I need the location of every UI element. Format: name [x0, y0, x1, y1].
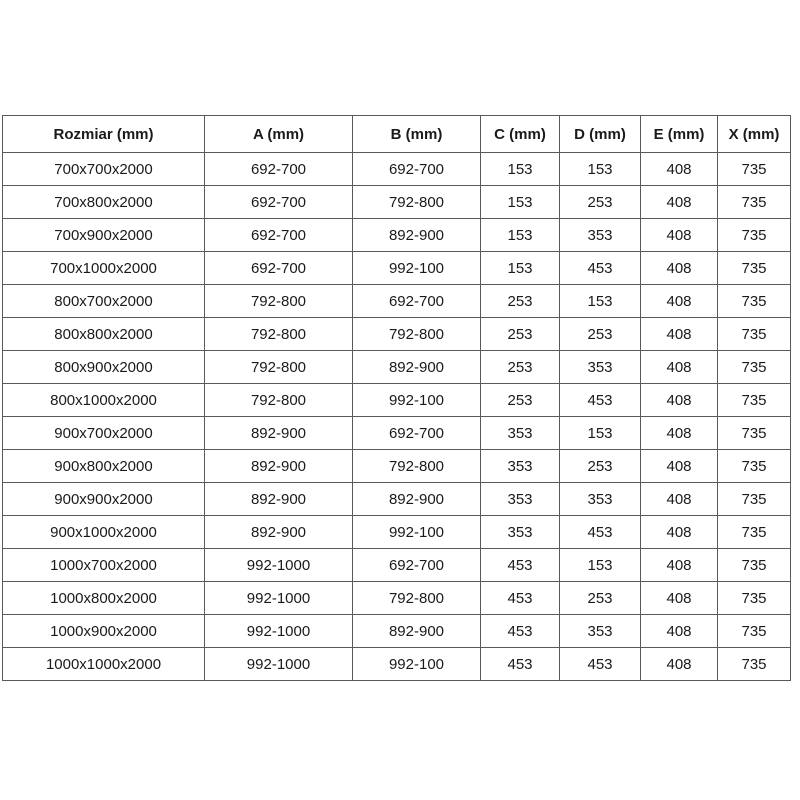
table-cell: 408: [641, 582, 718, 615]
table-cell: 735: [718, 615, 791, 648]
table-cell: 453: [560, 384, 641, 417]
table-cell: 735: [718, 384, 791, 417]
table-cell: 453: [560, 648, 641, 681]
table-cell: 700x800x2000: [3, 186, 205, 219]
table-cell: 408: [641, 186, 718, 219]
table-cell: 735: [718, 549, 791, 582]
table-cell: 153: [560, 153, 641, 186]
table-cell: 253: [560, 582, 641, 615]
table-cell: 792-800: [353, 450, 481, 483]
table-cell: 408: [641, 219, 718, 252]
table-cell: 700x700x2000: [3, 153, 205, 186]
table-cell: 792-800: [205, 384, 353, 417]
table-cell: 735: [718, 483, 791, 516]
table-cell: 408: [641, 252, 718, 285]
table-cell: 353: [560, 351, 641, 384]
table-cell: 408: [641, 615, 718, 648]
table-row: [3, 516, 791, 549]
table-cell: 892-900: [353, 483, 481, 516]
table-row: [3, 384, 791, 417]
table-cell: 153: [481, 186, 560, 219]
table-cell: 408: [641, 351, 718, 384]
table-header: [3, 116, 791, 153]
table-cell: 992-1000: [205, 615, 353, 648]
table-cell: 353: [560, 483, 641, 516]
table-cell: 792-800: [353, 186, 481, 219]
table-header-row: [3, 116, 791, 153]
table-cell: 1000x800x2000: [3, 582, 205, 615]
table-cell: 1000x700x2000: [3, 549, 205, 582]
column-header: B (mm): [353, 116, 481, 153]
table-cell: 353: [560, 615, 641, 648]
table-row: [3, 186, 791, 219]
table-cell: 408: [641, 549, 718, 582]
table-cell: 735: [718, 153, 791, 186]
table-row: [3, 252, 791, 285]
column-header: A (mm): [205, 116, 353, 153]
table-cell: 692-700: [353, 153, 481, 186]
table-cell: 253: [481, 318, 560, 351]
table-cell: 453: [560, 252, 641, 285]
table-cell: 453: [481, 549, 560, 582]
table-cell: 992-100: [353, 384, 481, 417]
table-cell: 353: [481, 516, 560, 549]
table-cell: 253: [481, 384, 560, 417]
table-cell: 353: [560, 219, 641, 252]
table-row: [3, 582, 791, 615]
table-cell: 692-700: [205, 186, 353, 219]
table-cell: 692-700: [353, 285, 481, 318]
table-cell: 692-700: [353, 549, 481, 582]
table-cell: 408: [641, 153, 718, 186]
table-row: [3, 285, 791, 318]
table-cell: 992-100: [353, 516, 481, 549]
table-cell: 800x700x2000: [3, 285, 205, 318]
table-cell: 992-100: [353, 648, 481, 681]
table-row: [3, 153, 791, 186]
table-cell: 735: [718, 252, 791, 285]
table-cell: 735: [718, 582, 791, 615]
table-cell: 408: [641, 450, 718, 483]
table-cell: 800x1000x2000: [3, 384, 205, 417]
column-header: X (mm): [718, 116, 791, 153]
table-cell: 253: [481, 285, 560, 318]
table-cell: 792-800: [205, 285, 353, 318]
table-cell: 992-1000: [205, 648, 353, 681]
table-row: [3, 615, 791, 648]
table-cell: 153: [481, 153, 560, 186]
column-header: D (mm): [560, 116, 641, 153]
table-cell: 992-100: [353, 252, 481, 285]
table-cell: 408: [641, 648, 718, 681]
table-cell: 253: [481, 351, 560, 384]
table-cell: 735: [718, 648, 791, 681]
table-body: [3, 153, 791, 681]
table-cell: 992-1000: [205, 582, 353, 615]
table-cell: 408: [641, 417, 718, 450]
table-cell: 735: [718, 417, 791, 450]
table-cell: 892-900: [205, 450, 353, 483]
table-cell: 692-700: [353, 417, 481, 450]
table-cell: 900x800x2000: [3, 450, 205, 483]
table-cell: 153: [560, 285, 641, 318]
table-cell: 792-800: [353, 318, 481, 351]
table-cell: 453: [481, 615, 560, 648]
table-cell: 892-900: [205, 417, 353, 450]
table-row: [3, 549, 791, 582]
table-cell: 892-900: [353, 219, 481, 252]
table-cell: 353: [481, 417, 560, 450]
table-row: [3, 417, 791, 450]
table-cell: 800x800x2000: [3, 318, 205, 351]
table-cell: 353: [481, 483, 560, 516]
column-header: E (mm): [641, 116, 718, 153]
table-cell: 892-900: [353, 615, 481, 648]
table-cell: 700x1000x2000: [3, 252, 205, 285]
table-cell: 1000x900x2000: [3, 615, 205, 648]
table-cell: 153: [560, 417, 641, 450]
table-cell: 892-900: [353, 351, 481, 384]
table-cell: 900x900x2000: [3, 483, 205, 516]
table-cell: 700x900x2000: [3, 219, 205, 252]
table-cell: 408: [641, 384, 718, 417]
table-cell: 153: [481, 252, 560, 285]
table-cell: 892-900: [205, 516, 353, 549]
table-cell: 353: [481, 450, 560, 483]
table-cell: 800x900x2000: [3, 351, 205, 384]
table-cell: 408: [641, 318, 718, 351]
table-row: [3, 219, 791, 252]
table-cell: 992-1000: [205, 549, 353, 582]
table-row: [3, 318, 791, 351]
table-cell: 735: [718, 285, 791, 318]
table-cell: 153: [560, 549, 641, 582]
table-cell: 892-900: [205, 483, 353, 516]
table-row: [3, 450, 791, 483]
table-cell: 253: [560, 318, 641, 351]
table-cell: 735: [718, 351, 791, 384]
table-cell: 253: [560, 186, 641, 219]
table-cell: 408: [641, 483, 718, 516]
table-cell: 1000x1000x2000: [3, 648, 205, 681]
table-cell: 408: [641, 516, 718, 549]
table-cell: 900x1000x2000: [3, 516, 205, 549]
table-cell: 735: [718, 186, 791, 219]
table-cell: 408: [641, 285, 718, 318]
table-cell: 692-700: [205, 153, 353, 186]
table-cell: 792-800: [205, 318, 353, 351]
table-cell: 453: [481, 648, 560, 681]
table-cell: 792-800: [353, 582, 481, 615]
table-cell: 692-700: [205, 219, 353, 252]
column-header: C (mm): [481, 116, 560, 153]
table-cell: 735: [718, 318, 791, 351]
table-cell: 692-700: [205, 252, 353, 285]
table-cell: 735: [718, 450, 791, 483]
table-row: [3, 351, 791, 384]
table-cell: 153: [481, 219, 560, 252]
table-cell: 735: [718, 219, 791, 252]
column-header: Rozmiar (mm): [3, 116, 205, 153]
table-cell: 453: [560, 516, 641, 549]
size-table: [2, 115, 791, 681]
table-row: [3, 483, 791, 516]
table-cell: 900x700x2000: [3, 417, 205, 450]
table-cell: 453: [481, 582, 560, 615]
table-cell: 792-800: [205, 351, 353, 384]
table-cell: 735: [718, 516, 791, 549]
table-cell: 253: [560, 450, 641, 483]
table-row: [3, 648, 791, 681]
